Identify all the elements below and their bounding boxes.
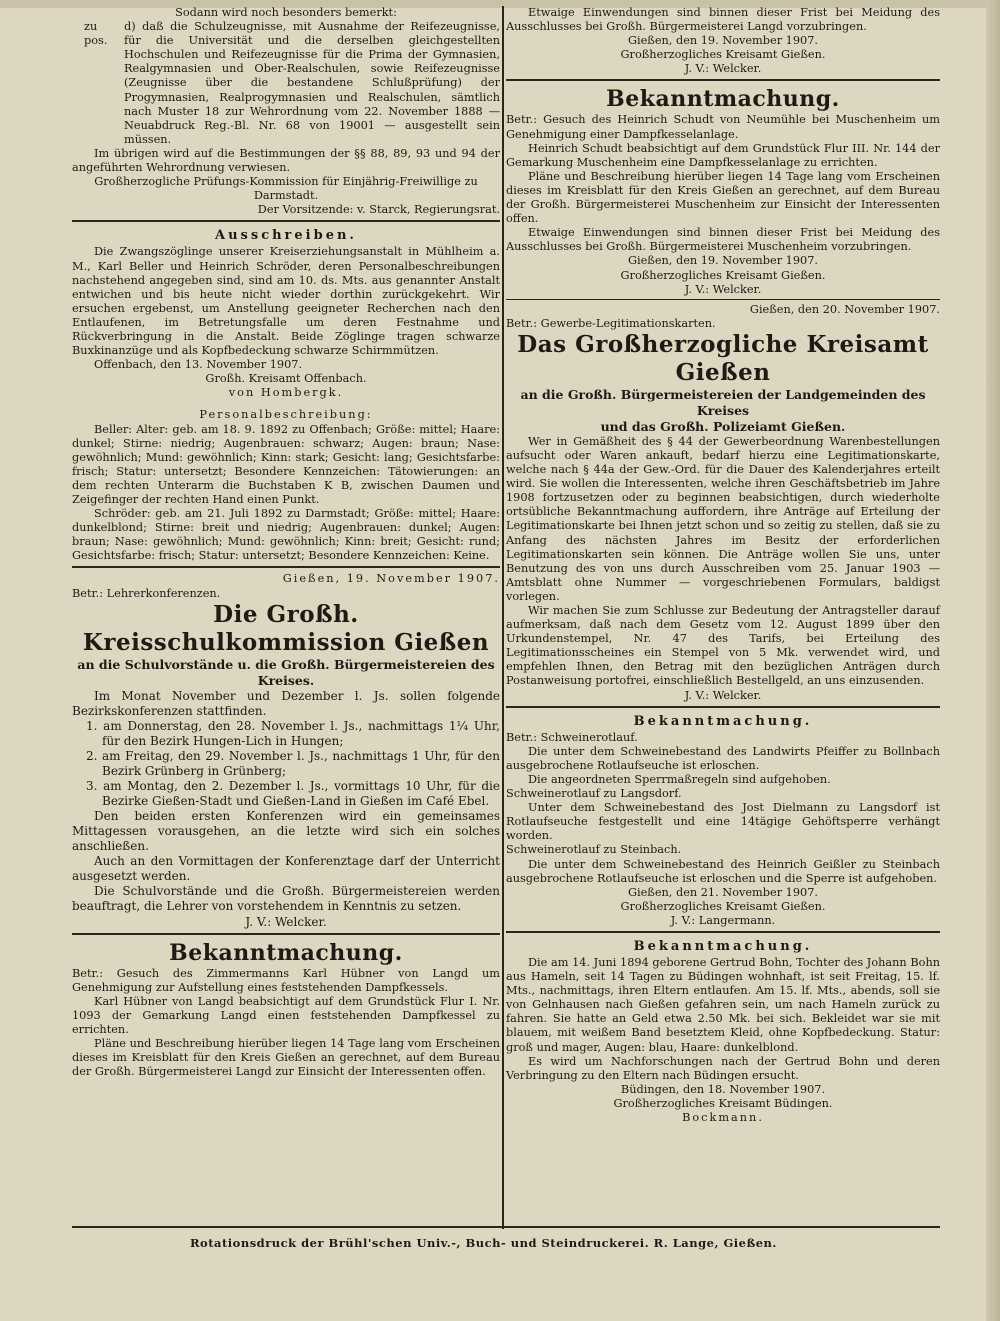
legitimation-heading: Das Großherzogliche Kreisamt Gießen (517, 330, 929, 386)
pruefung-chair: Der Vorsitzende: v. Starck, Regierungsrat. (257, 203, 500, 217)
bek-schudt-office: Großherzogliches Kreisamt Gießen. (620, 268, 826, 282)
schulkommission-sub: an die Schulvorstände u. die Großh. Bürgermeistereien des Kreises. (77, 656, 495, 688)
bek-huebner-heading: Bekanntmachung. (169, 939, 403, 966)
schulkommission-p3: Die Schulvorstände und die Großh. Bürgermeistereien werden beauftragt, die Lehrer von vorstehendem in Kenntnis zu setzen. (72, 883, 500, 913)
bek-schudt-date: Gießen, den 19. November 1907. (627, 254, 819, 268)
bek-schweine-betr: Betr.: Schweinerotlauf. (506, 730, 638, 744)
cont-office: Großherzogliches Kreisamt Gießen. (620, 48, 826, 62)
konferenz-item-3: 3. am Montag, den 2. Dezember l. Js., vormittags 10 Uhr, für die Bezirke Gießen-Stadt und Gießen-Land in Gießen im Café Ebel. (86, 778, 500, 808)
bek-schudt-heading: Bekanntmachung. (606, 86, 840, 113)
printer-imprint: Rotationsdruck der Brühl'schen Univ.-, Buch- und Steindruckerei. R. Lange, Gießen. (190, 1236, 777, 1250)
bek-bohn-date: Büdingen, den 18. November 1907. (620, 1082, 826, 1096)
ausschreiben-heading: Ausschreiben. (215, 228, 357, 244)
rule (506, 706, 940, 708)
bek-schweine-p1: Die unter dem Schweinebestand des Landwirts Pfeiffer zu Bollnbach ausgebrochene Rotlaufseuche ist erloschen. (506, 744, 940, 772)
bek-bohn-office: Großherzogliches Kreisamt Büdingen. (613, 1096, 833, 1110)
pruefung-item-d-text: d) daß die Schulzeugnisse, mit Ausnahme der Reifezeugnisse, für die Universität und die derselben gleichgestellten Hochschulen und Reifezeugnisse für die Prima der Gymnasien, Realgymnasien und Ober-Realschulen, sowie Reifezeugnisse (Zeugnisse über die bestandene Schlußprüfung) der Progymnasien, Realprogymnasien und Realschulen, sämtlich nach Muster 18 zur Wehrordnung vom 22. November 1888 — Neuabdruck Reg.-Bl. Nr. 68 von 19001 — ausgestellt sein müssen. (124, 20, 500, 146)
legitimation-sub2: und das Großh. Polizeiamt Gießen. (600, 418, 846, 434)
cont-sign: J. V.: Welcker. (684, 62, 762, 76)
ausschreiben-place-date: Offenbach, den 13. November 1907. (94, 358, 303, 372)
legitimation-betr: Betr.: Gewerbe-Legitimationskarten. (506, 316, 716, 330)
pruefung-intro: Sodann wird noch besonders bemerkt: (175, 6, 397, 19)
bek-bohn-p2: Es wird um Nachforschungen nach der Gertrud Bohn und deren Verbringung zu den Eltern nach Büdingen ersucht. (506, 1054, 940, 1082)
pruefung-item-d (72, 20, 500, 147)
bek-schweine-date: Gießen, den 21. November 1907. (627, 885, 819, 899)
schulkommission-heading: Die Großh. Kreisschulkommission Gießen (82, 600, 490, 656)
bek-schweine-office: Großherzogliches Kreisamt Gießen. (620, 899, 826, 913)
legitimation-p2: Wir machen Sie zum Schlusse zur Bedeutung der Antragsteller darauf aufmerksam, daß nach dem Gesetz vom 12. August 1899 über den Urkundenstempel, Nr. 47 des Tarifs, bei Erteilung des Legitimationsscheines ein Stempel von 5 Mk. verwendet wird, und empfehlen Ihnen, den Betrag mit den bezüglichen Anträgen durch Postanweisung portofrei, einschließlich Bestellgeld, an uns einzusenden. (506, 604, 940, 688)
bek-schudt-p2: Pläne und Beschreibung hierüber liegen 14 Tage lang vom Erscheinen dieses im Kreisblatt für den Kreis Gießen an gerechnet, auf dem Bureau der Großh. Bürgermeisterei Muschenheim zur Einsicht der Interessenten offen. (506, 169, 940, 226)
schulkommission-betr: Betr.: Lehrerkonferenzen. (72, 586, 221, 600)
page-right-edge (986, 0, 1000, 1321)
left-column (72, 6, 500, 1079)
ausschreiben-signature: von Hombergk. (228, 386, 344, 400)
schulkommission-p2: Auch an den Vormittagen der Konferenztage darf der Unterricht ausgesetzt werden. (72, 853, 500, 883)
pos-label: zu pos. (84, 20, 108, 48)
rule (72, 566, 500, 568)
bek-schweine-sub1: Schweinerotlauf zu Langsdorf. (506, 787, 682, 801)
legitimation-sub1: an die Großh. Bürgermeistereien der Landgemeinden des Kreises (520, 386, 926, 418)
schulkommission-intro: Im Monat November und Dezember l. Js. sollen folgende Bezirkskonferenzen stattfinden. (72, 688, 500, 718)
beller-description: Beller: Alter: geb. am 18. 9. 1892 zu Offenbach; Größe: mittel; Haare: dunkel; Stirne: niedrig; Augenbrauen: schwarz; Augen: braun; Nase: gewöhnlich; Mund: gewöhnlich; Kinn: stark; Gesicht: lang; Gesichtsfarbe: frisch; Statur: untersetzt; Besondere Kennzeichen: Tätowierungen: an dem rechten Unterarm die Buchstaben K B, zwischen Daumen und Zeigefinger der rechten Hand einen Punkt. (72, 422, 500, 506)
rule (506, 299, 940, 300)
bek-huebner-p1: Karl Hübner von Langd beabsichtigt auf dem Grundstück Flur I. Nr. 1093 der Gemarkung Langd einen feststehenden Dampfkessel zu errichten. (72, 994, 500, 1037)
bek-bohn-heading: Bekanntmachung. (633, 938, 813, 954)
schulkommission-p1: Den beiden ersten Konferenzen wird ein gemeinsames Mittagessen vorausgehen, an die letzte wird sich ein solches anschließen. (72, 808, 500, 853)
right-column (506, 6, 940, 1125)
bek-schweine-sub2: Schweinerotlauf zu Steinbach. (506, 843, 682, 857)
schroeder-description: Schröder: geb. am 21. Juli 1892 zu Darmstadt; Größe: mittel; Haare: dunkelblond; Stirne: breit und niedrig; Augenbrauen: dunkel; Augen: braun; Nase: gewöhnlich; Mund: gewöhnlich; Kinn: breit; Gesicht: rund; Gesichtsfarbe: frisch; Statur: untersetzt; Besondere Kennzeichen: Keine. (72, 507, 500, 563)
ausschreiben-body: Die Zwangszöglinge unserer Kreiserziehungsanstalt in Mühlheim a. M., Karl Beller und Heinrich Schröder, deren Personalbeschreibungen nachstehend angegeben sind, sind am 10. ds. Mts. aus genannter Anstalt entwichen und bis heute nicht wieder dorthin zurückgekehrt. Wir ersuchen ergebenst, um Anstellung geeigneter Recherchen nach den Entlaufenen, im Betretungsfalle um deren Festnahme und Rückverbringung in die Anstalt. Beide Zöglinge tragen schwarze Buxkinanzüge und als Kopfbedeckung schwarze Schirmmützen. (72, 245, 500, 358)
konferenz-item-2: 2. am Freitag, den 29. November l. Js., nachmittags 1 Uhr, für den Bezirk Grünberg in Grünberg; (86, 748, 500, 778)
pruefung-commission: Großherzogliche Prüfungs-Kommission für Einjährig-Freiwillige zu Darmstadt. (94, 175, 478, 203)
rule (72, 220, 500, 222)
rule (72, 933, 500, 935)
bek-schudt-sign: J. V.: Welcker. (684, 282, 762, 296)
bek-bohn-p1: Die am 14. Juni 1894 geborene Gertrud Bohn, Tochter des Johann Bohn aus Hameln, seit 14 Tagen zu Büdingen wohnhaft, ist seit Freitag, 15. lf. Mts., nachmittags, ihren Eltern entlaufen. Am 15. lf. Mts., abends, soll sie von Gelnhausen nach Gießen gefahren sein, um nach Hameln zurück zu fahren. Sie hatte an Geld etwa 2.50 Mk. bei sich. Bekleidet war sie mit blauem, mit weißem Band besetztem Kleid, ohne Kopfbedeckung. Statur: groß und mager, Augen: blau, Haare: dunkelblond. (506, 955, 940, 1054)
bek-schweine-sign: J. V.: Langermann. (670, 913, 776, 927)
schulkommission-sign: J. V.: Welcker. (245, 914, 327, 929)
legitimation-date: Gießen, den 20. November 1907. (749, 302, 940, 316)
bek-huebner-betr: Betr.: Gesuch des Zimmermanns Karl Hübner von Langd um Genehmigung zur Aufstellung eines feststehenden Dampfkessels. (72, 966, 500, 994)
schulkommission-date: Gießen, 19. November 1907. (282, 572, 500, 586)
personalbeschreibung-heading: Personalbeschreibung: (199, 408, 373, 422)
rule (506, 931, 940, 933)
bek-schweine-p2: Die angeordneten Sperrmaßregeln sind aufgehoben. (528, 772, 831, 786)
ausschreiben-office: Großh. Kreisamt Offenbach. (205, 372, 367, 386)
bek-schweine-p4: Die unter dem Schweinebestand des Heinrich Geißler zu Steinbach ausgebrochene Rotlaufseuche ist erloschen und die Sperre ist aufgehoben. (506, 857, 940, 885)
bek-bohn-sign: Bockmann. (682, 1111, 764, 1124)
cont-date: Gießen, den 19. November 1907. (627, 34, 819, 48)
rule (506, 79, 940, 81)
bek-huebner-p2: Pläne und Beschreibung hierüber liegen 14 Tage lang vom Erscheinen dieses im Kreisblatt für den Kreis Gießen an gerechnet, auf dem Bureau der Großh. Bürgermeisterei Langd zur Einsicht der Interessenten offen. (72, 1037, 500, 1079)
bek-schudt-betr: Betr.: Gesuch des Heinrich Schudt von Neumühle bei Muschenheim um Genehmigung einer Dampfkesselanlage. (506, 113, 940, 141)
bek-schudt-p3: Etwaige Einwendungen sind binnen dieser Frist bei Meidung des Ausschlusses bei Großh. Bürgermeisterei Muschenheim vorzubringen. (506, 226, 940, 254)
bek-schweine-p3: Unter dem Schweinebestand des Jost Dielmann zu Langsdorf ist Rotlaufseuche festgestellt und eine 14tägige Gehöftsperre verhängt worden. (506, 801, 940, 843)
column-divider (502, 6, 504, 1229)
konferenz-item-1: 1. am Donnerstag, den 28. November l. Js., nachmittags 1¼ Uhr, für den Bezirk Hungen-Lich in Hungen; (86, 718, 500, 748)
legitimation-p1: Wer in Gemäßheit des § 44 der Gewerbeordnung Warenbestellungen aufsucht oder Waren ankauft, bedarf hierzu eine Legitimationskarte, welche nach § 44a der Gew.-Ord. für die Dauer des Kalenderjahres erteilt wird. Sie wollen die Interessenten, welche ihren Geschäftsbetrieb im Jahre 1908 fortzusetzen oder zu beginnen beabsichtigen, durch wiederholte ortsübliche Bekanntmachung auffordern, ihre Anträge auf Erteilung der Legitimationskarte bei Ihnen jetzt schon und so zeitig zu stellen, daß sie zu Anfang des nächsten Jahres im Besitz der erforderlichen Legitimationskarten sein können. Die Anträge wollen Sie uns, unter Benutzung des von uns durch Ausschreiben vom 25. Januar 1903 — Amtsblatt ohne Nummer — vorgeschriebenen Formulars, baldigst vorlegen. (506, 434, 940, 603)
bek-schudt-p1: Heinrich Schudt beabsichtigt auf dem Grundstück Flur III. Nr. 144 der Gemarkung Muschenheim eine Dampfkesselanlage zu errichten. (506, 141, 940, 169)
bek-schweine-heading: Bekanntmachung. (633, 713, 813, 729)
bottom-rule (72, 1226, 940, 1228)
cont-p1: Etwaige Einwendungen sind binnen dieser Frist bei Meidung des Ausschlusses bei Großh. Bürgermeisterei Langd vorzubringen. (506, 6, 940, 34)
pruefung-rest: Im übrigen wird auf die Bestimmungen der §§ 88, 89, 93 und 94 der angeführten Wehrordnung verwiesen. (72, 146, 500, 175)
legitimation-sign: J. V.: Welcker. (684, 688, 762, 702)
